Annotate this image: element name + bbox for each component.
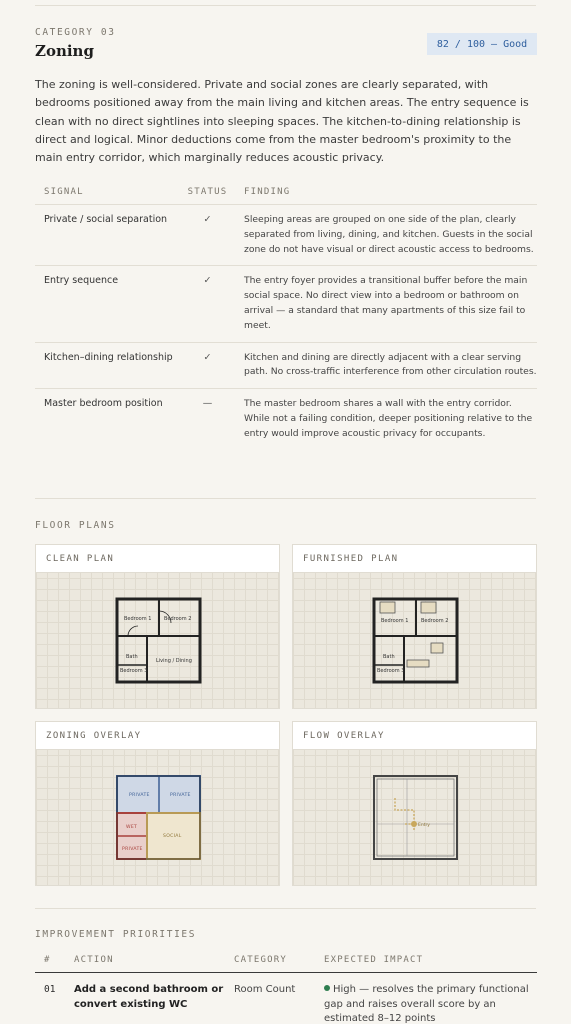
zone-label: WET [126, 825, 138, 830]
finding-column-header: FINDING [235, 183, 537, 205]
signal-row [35, 266, 537, 342]
zoning-overlay-panel[interactable] [35, 721, 280, 886]
priorities-header-row [35, 955, 537, 973]
zone-label: PRIVATE [170, 793, 191, 798]
signal-name: Private / social separation [35, 205, 180, 266]
signal-name: Master bedroom position [44, 398, 163, 410]
status-check-icon: ✓ [180, 342, 235, 389]
zone-label: PRIVATE [122, 847, 143, 852]
signal-row [35, 342, 537, 389]
priorities-table [35, 955, 537, 1024]
room-label: Bedroom 1 [381, 618, 409, 624]
status-column-header: STATUS [180, 183, 235, 205]
status-check-icon: ✓ [180, 205, 235, 266]
room-label: Bath [126, 654, 138, 660]
priority-row [35, 973, 537, 1024]
category-column-header: CATEGORY [225, 955, 315, 973]
priority-impact [315, 973, 537, 1024]
section-divider [35, 908, 536, 909]
signal-finding: The entry foyer provides a transitional buffer before the main social space. No direct view into a bedroom or bathroom on arrival — a standard that many apartments of this size fail to meet. [235, 266, 537, 342]
section-divider [35, 498, 536, 499]
entry-point-marker [411, 821, 417, 827]
panel-title: CLEAN PLAN [36, 545, 279, 573]
priority-number: 01 [44, 984, 56, 995]
panel-title: FLOW OVERLAY [293, 722, 536, 750]
room-label: Bedroom 2 [164, 616, 192, 622]
status-dash-icon: — [202, 398, 213, 410]
room-label: Living / Dining [156, 658, 192, 664]
room-label: Bedroom 3 [377, 668, 405, 674]
top-divider [35, 5, 536, 6]
zone-label: PRIVATE [129, 793, 150, 798]
zoning-overlay-drawing [36, 750, 281, 887]
signal-finding: Kitchen and dining are directly adjacent with a clear serving path. No cross-traffic interference from other circulation routes. [235, 342, 537, 389]
impact-dot-icon [324, 985, 330, 991]
clean-plan-panel[interactable] [35, 544, 280, 709]
signals-table [35, 183, 537, 450]
flow-overlay-panel[interactable] [292, 721, 537, 886]
impact-level: High [333, 984, 356, 995]
summary-paragraph: The zoning is well-considered. Private and social zones are clearly separated, with bedrooms positioned away from the main living and kitchen areas. The entry sequence is clean with no direct sightlines into sleeping spaces. The kitchen-to-dining relationship is direct and logical. Minor deductions come from the master bedroom's proximity to the main entry corridor, which marginally reduces acoustic privacy. [35, 78, 529, 165]
signal-finding: The master bedroom shares a wall with the entry corridor. While not a failing condition, deeper positioning relative to the entry would improve acoustic privacy for occupants. [244, 398, 533, 439]
number-column-header: # [35, 955, 65, 973]
signal-column-header: SIGNAL [35, 183, 180, 205]
impact-description: — resolves the primary functional gap and raises overall score by an estimated 8–12 points [324, 984, 529, 1024]
room-label: Bedroom 2 [421, 618, 449, 624]
signals-header-row [35, 183, 537, 205]
floor-plans-label: FLOOR PLANS [35, 520, 116, 531]
impact-column-header: EXPECTED IMPACT [315, 955, 537, 973]
signal-name: Entry sequence [35, 266, 180, 342]
room-label: Bedroom 3 [120, 668, 148, 674]
clean-plan-drawing [36, 573, 281, 710]
priority-action: Add a second bathroom or convert existing WC [74, 984, 224, 1010]
priority-category: Room Count [234, 984, 296, 995]
room-label: Bath [383, 654, 395, 660]
score-badge: 82 / 100 — Good [427, 33, 537, 55]
priorities-label: IMPROVEMENT PRIORITIES [35, 929, 197, 940]
furnished-plan-panel[interactable] [292, 544, 537, 709]
status-check-icon: ✓ [180, 266, 235, 342]
panel-title: ZONING OVERLAY [36, 722, 279, 750]
page-title: Zoning [35, 42, 94, 60]
signal-row [35, 389, 537, 450]
category-label: CATEGORY 03 [35, 27, 116, 38]
signal-row [35, 205, 537, 266]
panel-title: FURNISHED PLAN [293, 545, 536, 573]
furnished-plan-drawing [293, 573, 538, 710]
signal-finding: Sleeping areas are grouped on one side of the plan, clearly separated from living, dining, and kitchen. Guests in the social zone do not have visual or direct acoustic access to bedrooms. [235, 205, 537, 266]
room-label: Bedroom 1 [124, 616, 152, 622]
flow-label: Entry [418, 823, 430, 828]
signal-name: Kitchen–dining relationship [35, 342, 180, 389]
flow-overlay-drawing [293, 750, 538, 887]
action-column-header: ACTION [65, 955, 225, 973]
zone-label: SOCIAL [163, 834, 182, 839]
